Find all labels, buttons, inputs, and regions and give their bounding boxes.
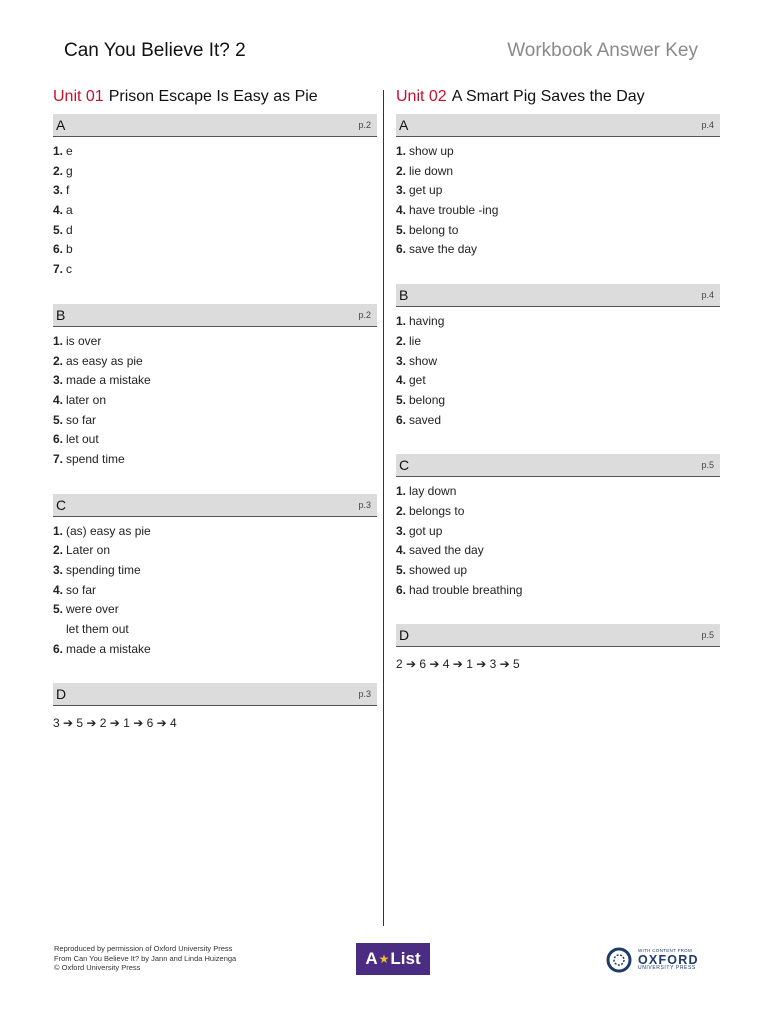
credit-line: © Oxford University Press bbox=[54, 963, 141, 972]
answer-number: 3. bbox=[396, 353, 407, 368]
answer-list bbox=[53, 517, 377, 660]
answer-text: had trouble breathing bbox=[409, 582, 523, 597]
answer-item bbox=[53, 240, 377, 260]
answer-item bbox=[53, 522, 377, 542]
answer-item bbox=[396, 240, 720, 260]
answer-section bbox=[53, 683, 377, 733]
answer-number: 2. bbox=[396, 163, 407, 178]
answer-number: 1. bbox=[53, 333, 64, 348]
answer-text: made a mistake bbox=[66, 373, 151, 388]
answer-number: 3. bbox=[396, 183, 407, 198]
unit-name: Prison Escape Is Easy as Pie bbox=[108, 88, 318, 105]
answer-text: b bbox=[66, 242, 73, 257]
column-divider bbox=[383, 90, 384, 926]
answer-text: so far bbox=[66, 412, 97, 427]
section-letter: B bbox=[399, 287, 409, 304]
answer-number: 7. bbox=[53, 451, 64, 466]
answer-number: 1. bbox=[396, 314, 407, 329]
answer-item bbox=[53, 411, 377, 431]
answer-number: 4. bbox=[53, 582, 64, 597]
answer-text: belongs to bbox=[409, 503, 465, 518]
answer-number: 1. bbox=[53, 523, 64, 538]
answer-text: having bbox=[409, 314, 445, 329]
section-page-ref: p.3 bbox=[358, 689, 371, 700]
answer-item bbox=[53, 371, 377, 391]
answer-number: 4. bbox=[53, 392, 64, 407]
answer-text: lay down bbox=[409, 484, 457, 499]
section-header bbox=[53, 114, 377, 137]
answer-text: a bbox=[66, 203, 73, 218]
oxford-subtitle: UNIVERSITY PRESS bbox=[638, 965, 696, 971]
answer-list bbox=[396, 137, 720, 260]
unit-title bbox=[396, 86, 720, 108]
answer-text: later on bbox=[66, 392, 107, 407]
section-page-ref: p.2 bbox=[358, 309, 371, 320]
answer-item bbox=[396, 561, 720, 581]
answer-item bbox=[396, 181, 720, 201]
answer-number: 3. bbox=[53, 563, 64, 577]
answer-text: lie bbox=[409, 333, 422, 348]
unit-code: Unit 01 bbox=[53, 88, 104, 105]
answer-number: 1. bbox=[396, 144, 407, 158]
answer-sequence: 2 ➔ 6 ➔ 4 ➔ 1 ➔ 3 ➔ 5 bbox=[396, 657, 520, 672]
answer-item bbox=[53, 142, 377, 162]
answer-section bbox=[53, 304, 377, 470]
answer-text: made a mistake bbox=[66, 641, 151, 656]
answer-number: 5. bbox=[396, 222, 407, 237]
answer-number: 1. bbox=[53, 144, 64, 158]
section-letter: D bbox=[399, 627, 410, 644]
answer-item bbox=[53, 541, 377, 561]
unit-name: A Smart Pig Saves the Day bbox=[451, 88, 645, 105]
answer-list bbox=[396, 307, 720, 430]
section-letter: C bbox=[56, 496, 67, 513]
oxford-emblem-icon bbox=[606, 947, 632, 973]
answer-section bbox=[396, 624, 720, 674]
answer-text: show bbox=[409, 353, 438, 368]
answer-number: 1. bbox=[396, 484, 407, 499]
answer-number: 5. bbox=[396, 563, 407, 577]
answer-item bbox=[53, 391, 377, 411]
answer-item bbox=[396, 352, 720, 372]
answer-list bbox=[53, 137, 377, 280]
answer-text: have trouble -ing bbox=[409, 203, 499, 218]
section-letter: A bbox=[399, 117, 409, 133]
answer-number: 7. bbox=[53, 262, 64, 277]
answer-text: so far bbox=[66, 582, 97, 597]
page-header bbox=[64, 36, 698, 66]
unit-02-column bbox=[396, 86, 720, 698]
answer-text: let them out bbox=[66, 622, 129, 637]
answer-text: show up bbox=[409, 144, 454, 158]
answer-text: spend time bbox=[66, 451, 125, 466]
section-letter: B bbox=[56, 306, 66, 323]
oxford-name: OXFORD bbox=[638, 952, 699, 967]
section-page-ref: p.5 bbox=[701, 630, 714, 641]
answer-number: 4. bbox=[53, 203, 64, 218]
answer-text: saved bbox=[409, 412, 442, 427]
answer-number: 6. bbox=[53, 242, 64, 257]
answer-text: let out bbox=[66, 432, 99, 447]
answer-text: f bbox=[66, 183, 70, 198]
star-icon: ★ bbox=[378, 952, 390, 966]
answer-number: 6. bbox=[396, 582, 407, 597]
answer-item bbox=[53, 600, 377, 620]
answer-number: 6. bbox=[53, 432, 64, 447]
answer-item bbox=[53, 640, 377, 660]
answer-text: were over bbox=[66, 602, 119, 617]
answer-item bbox=[396, 482, 720, 502]
answer-item bbox=[396, 312, 720, 332]
answer-item bbox=[53, 430, 377, 450]
answer-item bbox=[396, 581, 720, 601]
answer-item bbox=[396, 522, 720, 542]
answer-section bbox=[53, 114, 377, 280]
section-page-ref: p.3 bbox=[358, 499, 371, 510]
answer-item bbox=[396, 541, 720, 561]
answer-list bbox=[53, 327, 377, 470]
answer-item bbox=[53, 620, 377, 640]
answer-number: 5. bbox=[53, 412, 64, 427]
answer-item bbox=[396, 201, 720, 221]
section-header bbox=[396, 114, 720, 137]
section-header bbox=[53, 494, 377, 517]
answer-list bbox=[396, 477, 720, 600]
answer-item bbox=[53, 561, 377, 581]
answer-section bbox=[53, 494, 377, 660]
answer-item bbox=[396, 502, 720, 522]
a-list-logo-list: List bbox=[390, 949, 421, 968]
section-header bbox=[396, 624, 720, 647]
oxford-tagline: WITH CONTENT FROM bbox=[638, 948, 693, 953]
answer-item bbox=[396, 411, 720, 431]
answer-text: e bbox=[66, 144, 73, 158]
answer-section bbox=[396, 284, 720, 430]
answer-number: 6. bbox=[53, 641, 64, 656]
answer-number: 4. bbox=[396, 543, 407, 558]
unit-title bbox=[53, 86, 377, 108]
answer-item bbox=[396, 332, 720, 352]
answer-item bbox=[53, 201, 377, 221]
section-page-ref: p.2 bbox=[358, 120, 371, 130]
answer-text: belong to bbox=[409, 222, 459, 237]
answer-number: 5. bbox=[53, 222, 64, 237]
answer-text: get bbox=[409, 373, 426, 388]
answer-number: 4. bbox=[396, 203, 407, 218]
oxford-logo bbox=[606, 945, 700, 975]
section-letter: D bbox=[56, 686, 67, 703]
answer-number: 6. bbox=[396, 412, 407, 427]
document-title: Workbook Answer Key bbox=[507, 40, 698, 61]
oxford-wordmark bbox=[638, 949, 699, 971]
answer-item bbox=[53, 181, 377, 201]
answer-number: 3. bbox=[53, 183, 64, 198]
section-header bbox=[396, 284, 720, 307]
answer-text: belong bbox=[409, 392, 446, 407]
section-header bbox=[53, 304, 377, 327]
answer-text: spending time bbox=[66, 563, 141, 577]
answer-sequence: 3 ➔ 5 ➔ 2 ➔ 1 ➔ 6 ➔ 4 bbox=[53, 716, 177, 731]
unit-code: Unit 02 bbox=[396, 88, 447, 105]
answer-item bbox=[396, 371, 720, 391]
answer-number: 4. bbox=[396, 373, 407, 388]
credit-line: From Can You Believe It? by Jann and Linda Huizenga bbox=[54, 953, 237, 963]
answer-section bbox=[396, 454, 720, 600]
section-letter: C bbox=[399, 457, 410, 474]
answer-number: 2. bbox=[396, 333, 407, 348]
answer-item bbox=[53, 450, 377, 470]
answer-number: 5. bbox=[396, 392, 407, 407]
section-header bbox=[53, 683, 377, 706]
answer-text: save the day bbox=[409, 242, 478, 257]
answer-number: 2. bbox=[53, 353, 64, 368]
answer-text: g bbox=[66, 163, 73, 178]
section-page-ref: p.4 bbox=[701, 290, 714, 301]
answer-text: showed up bbox=[409, 563, 468, 577]
credit-line: Reproduced by permission of Oxford University Press bbox=[54, 944, 233, 953]
unit-01-column bbox=[53, 86, 377, 757]
answer-text: got up bbox=[409, 523, 443, 538]
answer-text: (as) easy as pie bbox=[66, 523, 151, 538]
answer-section bbox=[396, 114, 720, 260]
answer-number: 3. bbox=[396, 523, 407, 538]
answer-item bbox=[53, 581, 377, 601]
section-header bbox=[396, 454, 720, 477]
answer-text: is over bbox=[66, 333, 102, 348]
answer-text: get up bbox=[409, 183, 443, 198]
answer-number: 3. bbox=[53, 373, 64, 388]
answer-item bbox=[53, 162, 377, 182]
answer-number: 2. bbox=[53, 163, 64, 178]
answer-text: c bbox=[66, 262, 72, 277]
answer-number: 2. bbox=[53, 543, 64, 558]
answer-item bbox=[396, 391, 720, 411]
answer-number: 5. bbox=[53, 602, 64, 617]
answer-item bbox=[53, 352, 377, 372]
answer-item bbox=[396, 162, 720, 182]
answer-item bbox=[53, 332, 377, 352]
answer-text: d bbox=[66, 222, 73, 237]
section-page-ref: p.5 bbox=[701, 460, 714, 471]
answer-item bbox=[53, 221, 377, 241]
answer-text: Later on bbox=[66, 543, 111, 558]
a-list-logo-a: A bbox=[365, 949, 378, 968]
answer-item bbox=[396, 142, 720, 162]
book-title: Can You Believe It? 2 bbox=[64, 40, 246, 61]
section-letter: A bbox=[56, 117, 66, 133]
answer-text: as easy as pie bbox=[66, 353, 143, 368]
credits bbox=[54, 944, 236, 973]
answer-item bbox=[396, 221, 720, 241]
answer-number: 2. bbox=[396, 503, 407, 518]
a-list-logo bbox=[356, 943, 430, 975]
answer-item bbox=[53, 260, 377, 280]
answer-text: lie down bbox=[409, 163, 454, 178]
answer-number: 6. bbox=[396, 242, 407, 257]
section-page-ref: p.4 bbox=[701, 120, 714, 130]
answer-text: saved the day bbox=[409, 543, 484, 558]
